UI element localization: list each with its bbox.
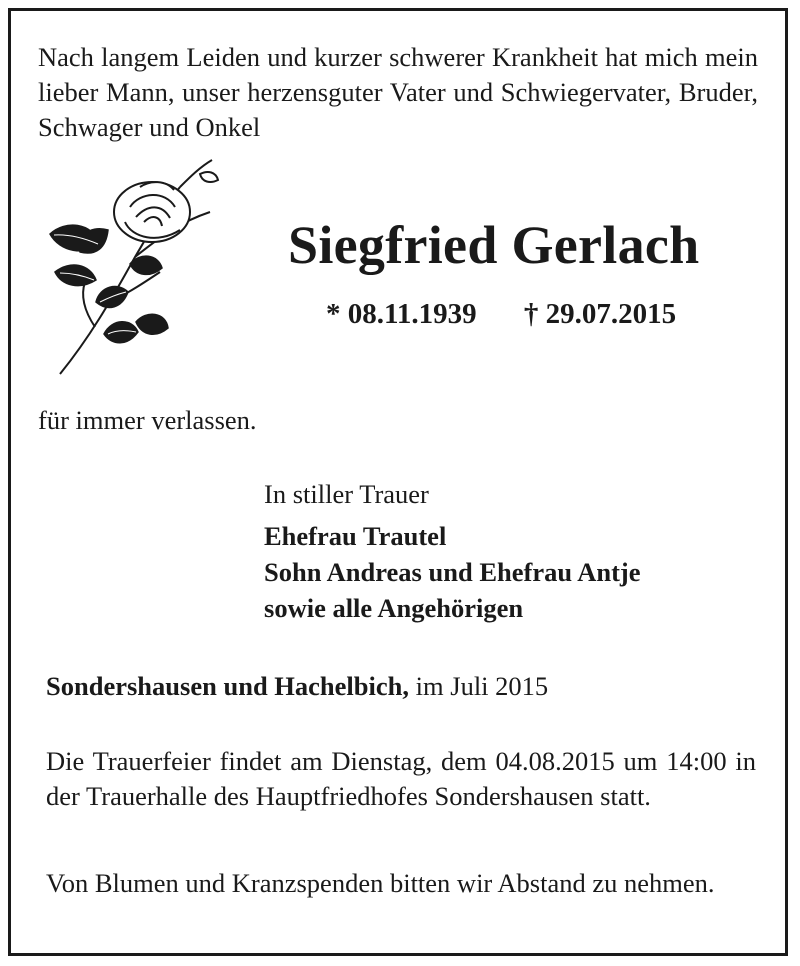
rose-icon <box>40 152 230 382</box>
flowers-text: Von Blumen und Kranzspenden bitten wir Abstand zu nehmen. <box>46 868 715 898</box>
mourner-wife: Ehefrau Trautel <box>264 521 447 551</box>
mourners-block <box>264 476 641 626</box>
mourning-label: In stiller Trauer <box>264 479 429 509</box>
place-names: Sondershausen und Hachelbich, <box>46 671 410 701</box>
funeral-text: Die Trauerfeier findet am Dienstag, dem 04.08.2015 um 14:00 in der Trauerhalle des Hauptfriedhofes Sondershausen statt. <box>46 746 756 811</box>
place-date-line <box>46 668 548 704</box>
death-date: † 29.07.2015 <box>523 298 677 330</box>
closing-text: für immer verlassen. <box>38 405 257 435</box>
mourner-relatives: sowie alle Angehörigen <box>264 593 524 623</box>
birth-date: * 08.11.1939 <box>326 298 477 330</box>
life-dates <box>326 294 676 334</box>
date-line: im Juli 2015 <box>415 671 549 701</box>
mourner-son: Sohn Andreas und Ehefrau Antje <box>264 557 641 587</box>
deceased-name: Siegfried Gerlach <box>288 215 700 275</box>
intro-text: Nach langem Leiden und kurzer schwerer Krankheit hat mich mein lieber Mann, unser herzensguter Vater und Schwiegervater, Bruder, Schwager und Onkel <box>38 42 758 142</box>
